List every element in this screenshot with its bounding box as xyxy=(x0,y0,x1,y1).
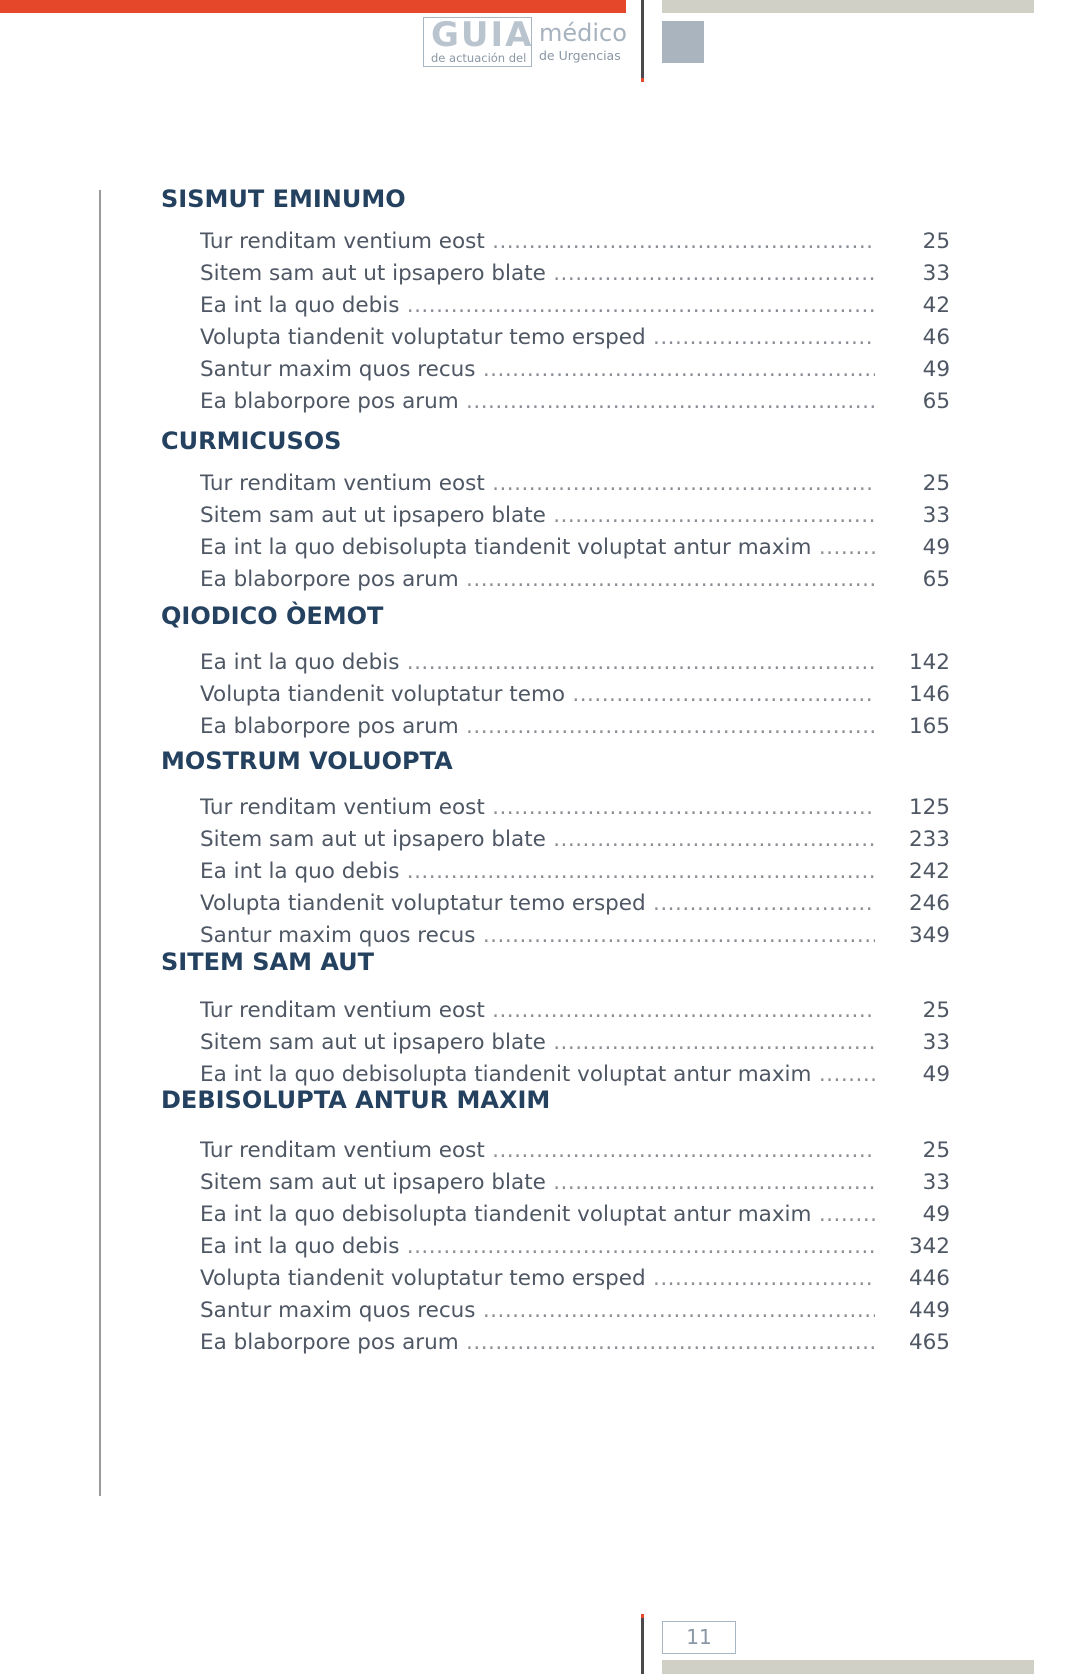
toc-entry-page: 42 xyxy=(922,293,950,318)
toc-entry-page: 146 xyxy=(908,682,950,707)
logo-subtitle-right: de Urgencias xyxy=(539,48,621,63)
toc-entry-title: Sitem sam aut ut ipsapero blate ..... xyxy=(200,825,875,855)
toc-entry-page: 242 xyxy=(908,859,950,884)
toc-entry[interactable] xyxy=(200,1200,950,1230)
toc-entry-title: Ea int la quo debis ..... xyxy=(200,857,875,887)
toc-entry[interactable] xyxy=(200,1264,950,1294)
toc-entry-title: Ea int la quo debis ..... xyxy=(200,1232,875,1262)
toc-entry[interactable] xyxy=(200,1296,950,1326)
toc-entry-title: Sitem sam aut ut ipsapero blate ..... xyxy=(200,259,875,289)
toc-entry-title: Santur maxim quos recus ..... xyxy=(200,1296,875,1326)
toc-entry-title: Ea blaborpore pos arum ..... xyxy=(200,1328,875,1358)
toc-entry-title: Sitem sam aut ut ipsapero blate ..... xyxy=(200,1168,875,1198)
toc-entry-page: 25 xyxy=(922,998,950,1023)
toc-entry-page: 246 xyxy=(908,891,950,916)
toc-entry[interactable] xyxy=(200,469,950,499)
toc-entry-title: Ea int la quo debisolupta tiandenit voluptat antur maxim ..... xyxy=(200,1060,875,1090)
section-heading: QIODICO ÒEMOT xyxy=(161,602,384,630)
toc-entry[interactable] xyxy=(200,323,950,353)
toc-entry[interactable] xyxy=(200,1028,950,1058)
toc-entry-title: Volupta tiandenit voluptatur temo ersped ..... xyxy=(200,1264,875,1294)
toc-entry-page: 342 xyxy=(908,1234,950,1259)
toc-entry-title: Ea blaborpore pos arum ..... xyxy=(200,565,875,595)
toc-entry[interactable] xyxy=(200,291,950,321)
toc-entry-title: Sitem sam aut ut ipsapero blate ..... xyxy=(200,1028,875,1058)
toc-entry-page: 446 xyxy=(908,1266,950,1291)
toc-entry-page: 25 xyxy=(922,471,950,496)
toc-entry[interactable] xyxy=(200,648,950,678)
toc-entry-title: Volupta tiandenit voluptatur temo ersped ..... xyxy=(200,889,875,919)
toc-entry-page: 49 xyxy=(922,1062,950,1087)
toc-entry[interactable] xyxy=(200,825,950,855)
toc-entry-title: Ea int la quo debis ..... xyxy=(200,648,875,678)
toc-entry-title: Ea int la quo debisolupta tiandenit voluptat antur maxim ..... xyxy=(200,1200,875,1230)
toc-entry[interactable] xyxy=(200,889,950,919)
toc-entry-page: 49 xyxy=(922,1202,950,1227)
toc-entry-title: Santur maxim quos recus ..... xyxy=(200,921,875,951)
toc-entry[interactable] xyxy=(200,857,950,887)
toc-entry[interactable] xyxy=(200,680,950,710)
toc-entry[interactable] xyxy=(200,1136,950,1166)
toc-entry-page: 33 xyxy=(922,503,950,528)
section-heading: CURMICUSOS xyxy=(161,427,342,455)
toc-entry-page: 349 xyxy=(908,923,950,948)
toc-entry[interactable] xyxy=(200,501,950,531)
toc-entry-page: 125 xyxy=(908,795,950,820)
toc-entry-page: 49 xyxy=(922,357,950,382)
toc-entry[interactable] xyxy=(200,259,950,289)
page-number: 11 xyxy=(662,1621,736,1654)
toc-entry[interactable] xyxy=(200,533,950,563)
toc-entry[interactable] xyxy=(200,1328,950,1358)
toc-entry-title: Tur renditam ventium eost ..... xyxy=(200,469,875,499)
toc-entry-title: Ea int la quo debis ..... xyxy=(200,291,875,321)
toc-entry[interactable] xyxy=(200,355,950,385)
toc-entry[interactable] xyxy=(200,996,950,1026)
toc-entry-page: 65 xyxy=(922,389,950,414)
footer-gray-bar xyxy=(662,1660,1034,1674)
toc-entry-title: Ea blaborpore pos arum ..... xyxy=(200,712,875,742)
toc-entry-title: Ea blaborpore pos arum ..... xyxy=(200,387,875,417)
toc-entry-page: 65 xyxy=(922,567,950,592)
toc-entry-page: 33 xyxy=(922,261,950,286)
toc-entry-page: 33 xyxy=(922,1170,950,1195)
toc-entry-page: 233 xyxy=(908,827,950,852)
toc-entry-page: 46 xyxy=(922,325,950,350)
toc-entry[interactable] xyxy=(200,1232,950,1262)
toc-entry-page: 25 xyxy=(922,229,950,254)
toc-entry[interactable] xyxy=(200,565,950,595)
toc-entry-page: 165 xyxy=(908,714,950,739)
toc-entry-title: Volupta tiandenit voluptatur temo ..... xyxy=(200,680,875,710)
toc-entry-title: Tur renditam ventium eost ..... xyxy=(200,227,875,257)
toc-entry-title: Tur renditam ventium eost ..... xyxy=(200,996,875,1026)
toc-entry[interactable] xyxy=(200,793,950,823)
section-heading: SISMUT EMINUMO xyxy=(161,185,406,213)
toc-entry-title: Sitem sam aut ut ipsapero blate ..... xyxy=(200,501,875,531)
toc-entry-title: Ea int la quo debisolupta tiandenit voluptat antur maxim ..... xyxy=(200,533,875,563)
toc-entry-page: 142 xyxy=(908,650,950,675)
toc-entry[interactable] xyxy=(200,227,950,257)
logo-medico-text: médico xyxy=(539,19,627,47)
section-heading: DEBISOLUPTA ANTUR MAXIM xyxy=(161,1086,551,1114)
section-heading: SITEM SAM AUT xyxy=(161,948,375,976)
footer-divider xyxy=(641,1618,644,1674)
logo-guia-text: GUIA xyxy=(431,15,534,55)
logo-subtitle-left: de actuación del xyxy=(431,51,527,65)
toc-entry-title: Tur renditam ventium eost ..... xyxy=(200,793,875,823)
toc-entry[interactable] xyxy=(200,712,950,742)
toc-entry-title: Volupta tiandenit voluptatur temo ersped ..... xyxy=(200,323,875,353)
toc-entry-title: Santur maxim quos recus ..... xyxy=(200,355,875,385)
toc-entry[interactable] xyxy=(200,387,950,417)
toc-entry-page: 49 xyxy=(922,535,950,560)
toc-entry-page: 33 xyxy=(922,1030,950,1055)
toc-entry-page: 465 xyxy=(908,1330,950,1355)
toc-entry-page: 25 xyxy=(922,1138,950,1163)
toc-entry-title: Tur renditam ventium eost ..... xyxy=(200,1136,875,1166)
section-heading: MOSTRUM VOLUOPTA xyxy=(161,747,453,775)
toc-entry[interactable] xyxy=(200,1168,950,1198)
toc-entry-page: 449 xyxy=(908,1298,950,1323)
